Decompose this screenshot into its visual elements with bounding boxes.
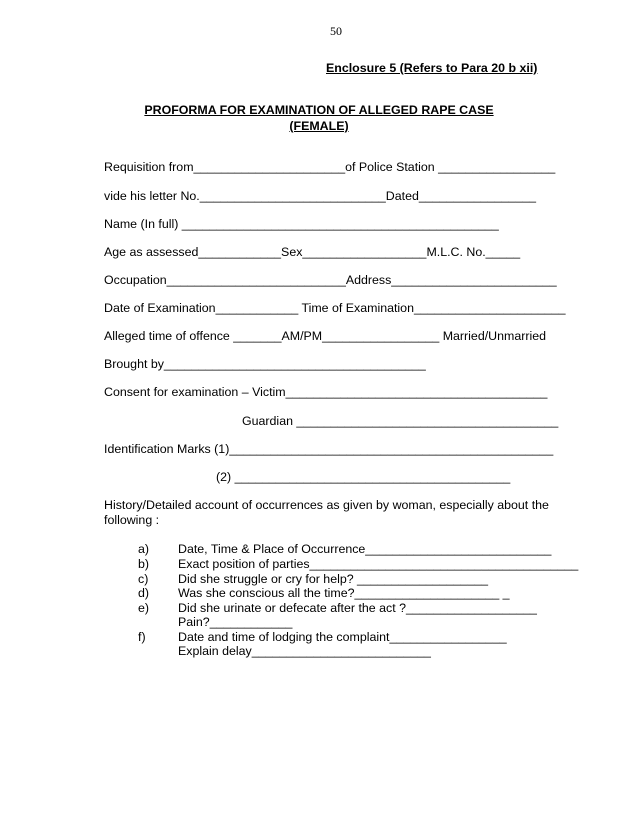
- form-subtitle: (FEMALE): [289, 119, 349, 133]
- history-item-urinate: Did she urinate or defecate after the act ?___________________: [178, 601, 537, 615]
- letter-field: vide his letter No.___________________________Dated_________________: [104, 189, 536, 203]
- history-heading-line2: following :: [104, 513, 160, 527]
- history-item-letter: f): [138, 630, 146, 644]
- history-item-conscious: Was she conscious all the time?_____________________ _: [178, 586, 510, 600]
- name-field: Name (In full) ______________________________________________: [104, 217, 499, 231]
- offence-time-field: Alleged time of offence _______AM/PM_________________ Married/Unmarried: [104, 329, 546, 343]
- form-title: PROFORMA FOR EXAMINATION OF ALLEGED RAPE CASE: [144, 103, 494, 117]
- occupation-address-field: Occupation__________________________Address________________________: [104, 273, 557, 287]
- identification-mark-2: (2) ________________________________________: [216, 470, 511, 484]
- history-item-delay: Explain delay__________________________: [178, 644, 431, 658]
- history-item-letter: a): [138, 542, 150, 556]
- examination-date-time-field: Date of Examination____________ Time of Examination______________________: [104, 301, 566, 315]
- history-item-letter: e): [138, 601, 150, 615]
- enclosure-reference: Enclosure 5 (Refers to Para 20 b xii): [326, 61, 538, 75]
- identification-mark-1: Identification Marks (1)_______________________________________________: [104, 442, 554, 456]
- history-item-struggle: Did she struggle or cry for help? ___________________: [178, 572, 488, 586]
- history-item-pain: Pain?____________: [178, 615, 293, 629]
- history-item-letter: d): [138, 586, 150, 600]
- consent-guardian-field: Guardian ______________________________________: [242, 414, 559, 428]
- consent-victim-field: Consent for examination – Victim______________________________________: [104, 385, 548, 399]
- history-item-letter: b): [138, 557, 150, 571]
- history-item-occurrence: Date, Time & Place of Occurrence___________________________: [178, 542, 552, 556]
- history-item-position: Exact position of parties_______________________________________: [178, 557, 579, 571]
- history-item-complaint: Date and time of lodging the complaint_________________: [178, 630, 507, 644]
- history-heading-line1: History/Detailed account of occurrences as given by woman, especially about the: [104, 498, 549, 512]
- history-item-letter: c): [138, 572, 149, 586]
- brought-by-field: Brought by______________________________________: [104, 357, 426, 371]
- page-number: 50: [330, 24, 342, 38]
- age-sex-mlc-field: Age as assessed____________Sex__________________M.L.C. No._____: [104, 245, 521, 259]
- requisition-field: Requisition from______________________of Police Station _________________: [104, 160, 556, 174]
